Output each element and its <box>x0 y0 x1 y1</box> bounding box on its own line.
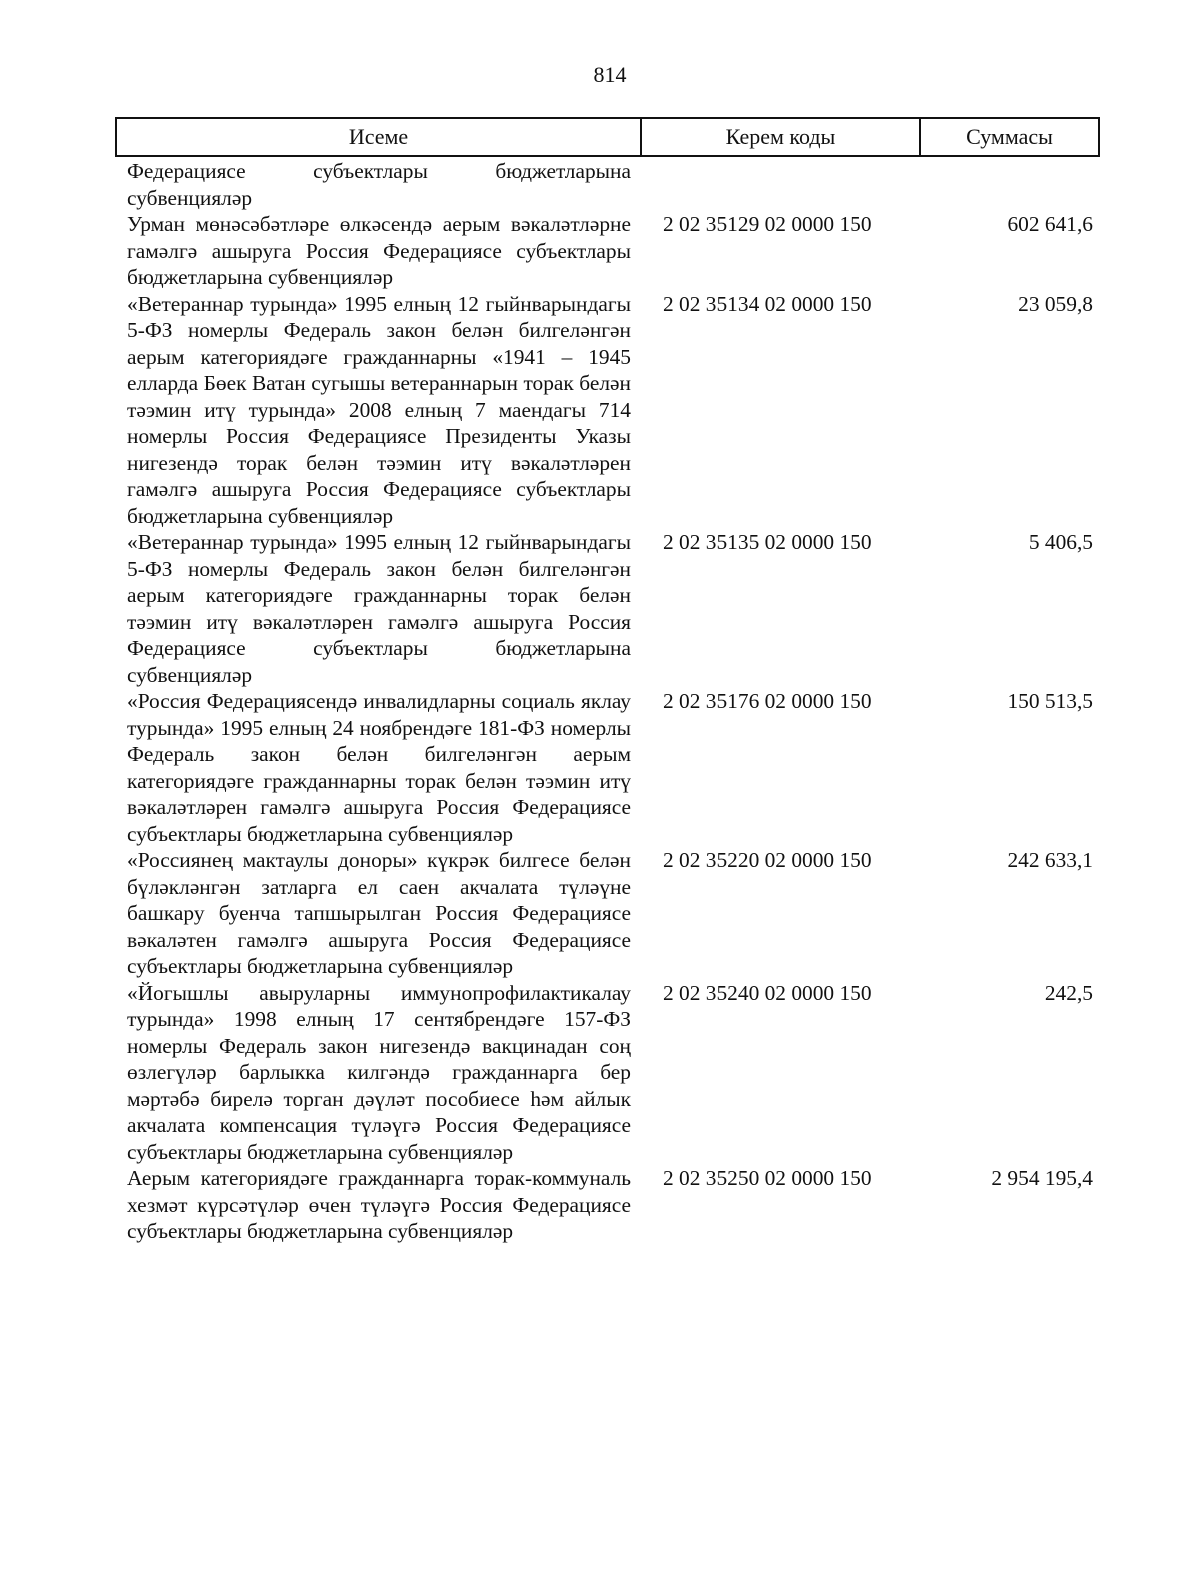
table-row <box>127 688 1099 847</box>
row-code: 2 02 35135 02 0000 150 <box>663 530 872 554</box>
row-sum: 2 954 195,4 <box>991 1166 1093 1190</box>
table-row <box>127 158 1099 211</box>
row-code: 2 02 35240 02 0000 150 <box>663 980 872 1005</box>
row-name: «Россия Федерациясендә инвалидларны социаль яклау турында» 1995 елның 24 ноябрендәге 181-ФЗ номерлы Федераль закон белән билгеләнгән аерым категориядәге гражданнарны торак белән тәэмин итү вәкаләтләрен гамәлгә ашыруга Россия Федерациясе субъектлары бюджетларына субвенцияләр <box>127 689 631 846</box>
row-code: 2 02 35129 02 0000 150 <box>663 212 872 236</box>
row-code: 2 02 35250 02 0000 150 <box>663 1166 872 1190</box>
table-row <box>127 291 1099 530</box>
row-name: Федерациясе субъектлары бюджетларына субвенцияләр <box>127 159 631 210</box>
row-sum: 23 059,8 <box>1018 291 1093 316</box>
row-name: Урман мөнәсәбәтләре өлкәсендә аерым вәкаләтләрне гамәлгә ашыруга Россия Федерациясе субъектлары бюджетларына субвенцияләр <box>127 212 631 289</box>
header-sum: Суммасы <box>919 119 1098 155</box>
table-row <box>127 847 1099 980</box>
table-row <box>127 211 1099 291</box>
row-sum: 242,5 <box>1044 980 1093 1005</box>
row-sum: 5 406,5 <box>1028 530 1093 554</box>
table-header <box>115 117 1100 157</box>
row-code: 2 02 35220 02 0000 150 <box>663 848 872 872</box>
row-code <box>631 158 941 211</box>
row-sum: 602 641,6 <box>1007 212 1093 236</box>
page-number: 814 <box>593 62 627 87</box>
table-row <box>127 980 1099 1166</box>
row-name: Аерым категориядәге гражданнарга торак-коммуналь хезмәт күрсәтүләр өчен түләүгә Россия Федерациясе субъектлары бюджетларына субвенцияләр <box>127 1166 631 1243</box>
table-row <box>127 1165 1099 1245</box>
header-name: Исеме <box>348 124 409 149</box>
header-code: Керем коды <box>640 119 919 155</box>
row-name: «Ветераннар турында» 1995 елның 12 гыйнварындагы 5-ФЗ номерлы Федераль закон белән билгеләнгән аерым категориядәге гражданнарны «1941 – 1945 елларда Бөек Ватан сугышы ветераннарын торак белән тәэмин итү турында» 2008 елның 7 маендагы 714 номерлы Россия Федерациясе Президенты Указы нигезендә торак белән тәэмин итү вәкаләтләрен гамәлгә ашыруга Россия Федерациясе субъектлары бюджетларына субвенцияләр <box>127 291 631 528</box>
row-code: 2 02 35134 02 0000 150 <box>663 291 872 316</box>
row-sum: 150 513,5 <box>1007 689 1093 713</box>
table-row <box>127 529 1099 688</box>
row-code: 2 02 35176 02 0000 150 <box>663 689 872 713</box>
row-name: «Йогышлы авыруларны иммунопрофилактикалау турында» 1998 елның 17 сентябрендәге 157-ФЗ номерлы Федераль закон нигезендә вакцинадан соң өзлегүләр барлыкка килгәндә гражданнарга бер мәртәбә бирелә торган дәүләт пособиесе һәм айлык акчалата компенсация түләүгә Россия Федерациясе субъектлары бюджетларына субвенцияләр <box>127 980 631 1164</box>
row-sum <box>941 158 1099 211</box>
row-name: «Россиянең мактаулы доноры» күкрәк билгесе белән бүләкләнгән затларга ел саен акчалата түләүне башкару буенча тапшырылган Россия Федерациясе вәкаләтен гамәлгә ашыруга Россия Федерациясе субъектлары бюджетларына субвенцияләр <box>127 848 631 978</box>
table-body <box>127 158 1099 1245</box>
row-name: «Ветераннар турында» 1995 елның 12 гыйнварындагы 5-ФЗ номерлы Федераль закон белән билгеләнгән аерым категориядәге гражданнарны торак белән тәэмин итү вәкаләтләрен гамәлгә ашыруга Россия Федерациясе субъектлары бюджетларына субвенцияләр <box>127 530 631 687</box>
row-sum: 242 633,1 <box>1007 848 1093 872</box>
